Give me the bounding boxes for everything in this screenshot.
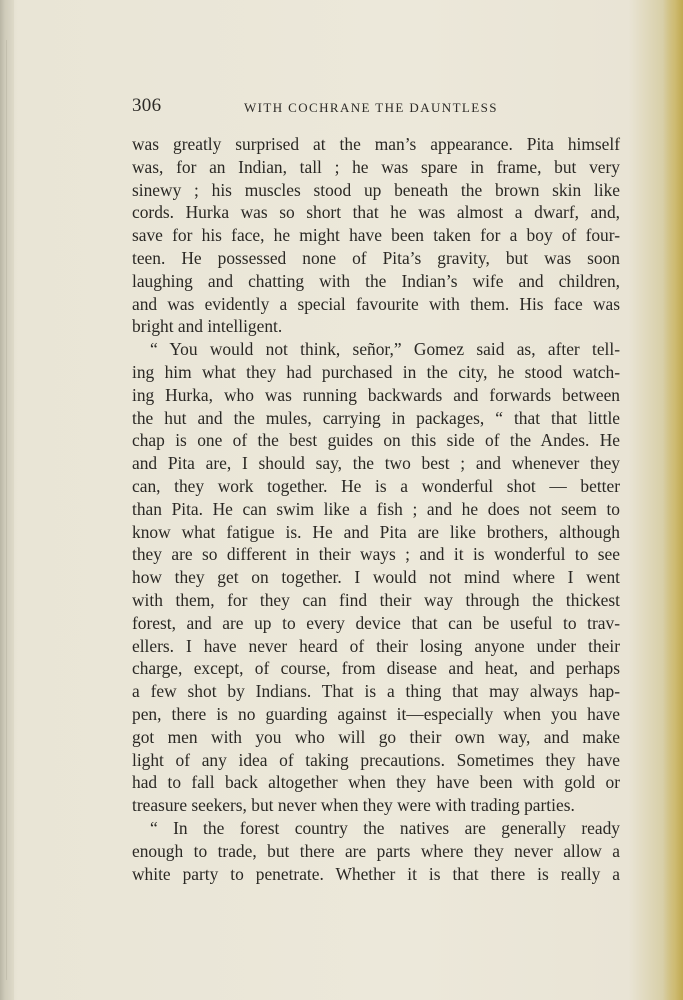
text-line: enough to trade, but there are parts where they never allow a (132, 840, 620, 861)
text-line: cords. Hurka was so short that he was almost a dwarf, and, (132, 202, 620, 223)
page-gutter (0, 0, 14, 1000)
text-line: ing Hurka, who was running backwards and forwards between (132, 384, 620, 405)
text-line: ellers. I have never heard of their losing anyone under their (132, 635, 620, 656)
page-edge-discoloration (663, 0, 683, 1000)
running-title: WITH COCHRANE THE DAUNTLESS (244, 100, 498, 115)
text-line: was, for an Indian, tall ; he was spare in frame, but very (132, 156, 620, 177)
paragraph-end-line: bright and intelligent. (132, 316, 283, 337)
text-line: chap is one of the best guides on this side of the Andes. He (132, 430, 620, 451)
page-number: 306 (132, 95, 162, 116)
text-line: than Pita. He can swim like a fish ; and he does not seem to (132, 498, 620, 519)
text-line: was greatly surprised at the man’s appearance. Pita himself (132, 134, 620, 154)
text-line: save for his face, he might have been taken for a boy of four- (132, 225, 620, 246)
text-line: how they get on together. I would not mind where I went (132, 567, 620, 588)
text-line: got men with you who will go their own way, and make (132, 726, 620, 747)
text-line: ing him what they had purchased in the city, he stood watch- (132, 361, 620, 382)
body-text (132, 133, 620, 885)
text-line: light of any idea of taking precautions. Sometimes they have (132, 749, 620, 770)
text-line: a few shot by Indians. That is a thing that may always hap- (132, 681, 620, 702)
text-line: the hut and the mules, carrying in packages, “ that that little (132, 407, 620, 428)
text-line: sinewy ; his muscles stood up beneath the brown skin like (132, 179, 620, 200)
gutter-fold-line (6, 40, 7, 980)
text-line: know what fatigue is. He and Pita are like brothers, although (132, 521, 620, 542)
page-header (132, 95, 620, 119)
text-line: forest, and are up to every device that can be useful to trav- (132, 612, 620, 633)
text-line: charge, except, of course, from disease and heat, and perhaps (132, 658, 620, 679)
text-line: and was evidently a special favourite with them. His face was (132, 293, 620, 314)
text-line: can, they work together. He is a wonderful shot — better (132, 475, 620, 496)
paragraph-start-line: “ In the forest country the natives are generally ready (150, 817, 620, 838)
text-line: pen, there is no guarding against it—especially when you have (132, 703, 620, 724)
text-line: they are so different in their ways ; and it is wonderful to see (132, 544, 620, 565)
text-line: with them, for they can find their way through the thickest (132, 589, 620, 610)
paragraph-end-line: treasure seekers, but never when they were with trading parties. (132, 795, 575, 816)
text-line: had to fall back altogether when they have been with gold or (132, 772, 620, 793)
paragraph-start-line: “ You would not think, señor,” Gomez said as, after tell- (150, 339, 620, 360)
text-line: white party to penetrate. Whether it is that there is really a (132, 863, 620, 884)
text-line: laughing and chatting with the Indian’s wife and children, (132, 270, 620, 291)
text-line: teen. He possessed none of Pita’s gravity, but was soon (132, 247, 620, 268)
text-line: and Pita are, I should say, the two best ; and whenever they (132, 453, 620, 474)
